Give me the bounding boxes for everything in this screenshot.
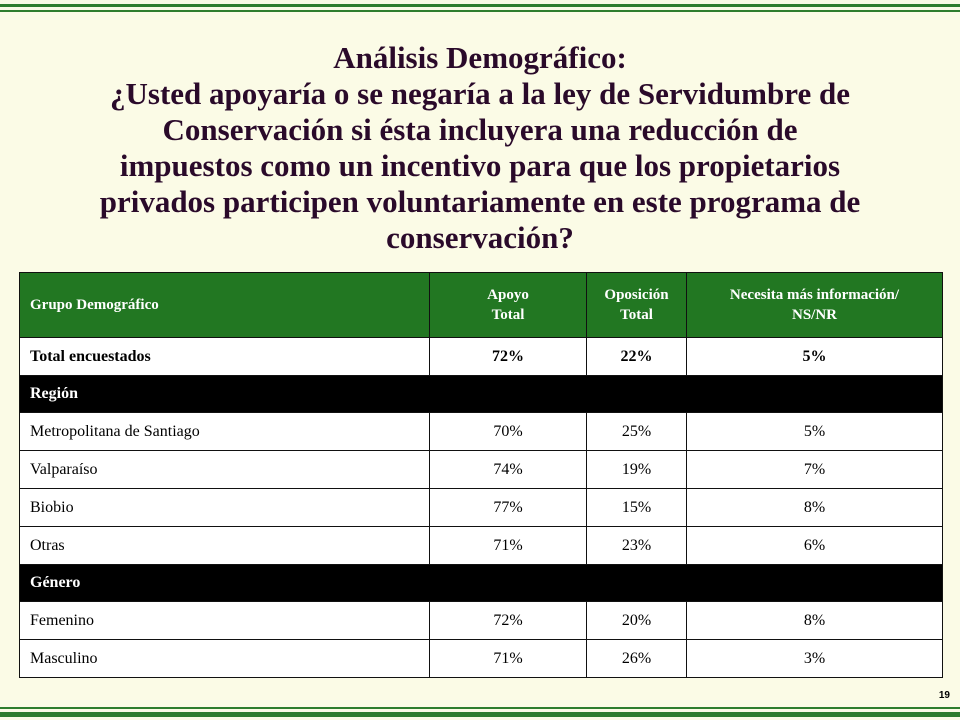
row-label: Total encuestados: [20, 338, 430, 376]
cell-info: 5%: [687, 413, 943, 451]
title-line-2: ¿Usted apoyaría o se negaría a la ley de Servidumbre de: [110, 76, 850, 111]
page-number: 19: [938, 690, 950, 701]
header-opposition-line2: Total: [620, 307, 653, 323]
table-row: [20, 527, 943, 565]
row-label: Masculino: [20, 640, 430, 678]
cell-opposition: 25%: [587, 413, 687, 451]
top-border-line-thick: [0, 4, 960, 7]
cell-opposition: 26%: [587, 640, 687, 678]
cell-info: 6%: [687, 527, 943, 565]
title-line-5: privados participen voluntariamente en este programa de: [99, 184, 861, 219]
table-row-total: [20, 338, 943, 376]
cell-support: 71%: [430, 640, 587, 678]
cell-support: 77%: [430, 489, 587, 527]
title-line-6: conservación?: [386, 220, 574, 255]
header-opposition: [587, 273, 687, 338]
table-row: [20, 602, 943, 640]
cell-info: 8%: [687, 489, 943, 527]
cell-info: 8%: [687, 602, 943, 640]
title-line-4: impuestos como un incentivo para que los propietarios: [119, 148, 841, 183]
title-line-1: Análisis Demográfico:: [333, 40, 627, 75]
header-support-line2: Total: [491, 307, 525, 323]
table-row: [20, 640, 943, 678]
header-info-line2: NS/NR: [791, 307, 837, 323]
top-border-line-thin: [0, 10, 960, 12]
cell-info: 7%: [687, 451, 943, 489]
section-row-region: [20, 376, 943, 413]
table-header-row: [20, 273, 943, 338]
cell-opposition: 20%: [587, 602, 687, 640]
row-label: Femenino: [20, 602, 430, 640]
cell-support: 72%: [430, 338, 587, 376]
bottom-border-line-thick: [0, 712, 960, 717]
title-line-3: Conservación si ésta incluyera una reducción de: [162, 112, 798, 147]
cell-opposition: 23%: [587, 527, 687, 565]
row-label: Otras: [20, 527, 430, 565]
cell-support: 71%: [430, 527, 587, 565]
header-opposition-line1: Oposición: [604, 287, 669, 303]
cell-support: 70%: [430, 413, 587, 451]
section-heading-gender: Género: [20, 565, 943, 602]
cell-opposition: 22%: [587, 338, 687, 376]
header-support: [430, 273, 587, 338]
row-label: Valparaíso: [20, 451, 430, 489]
table-row: [20, 451, 943, 489]
header-info: [687, 273, 943, 338]
cell-opposition: 15%: [587, 489, 687, 527]
cell-support: 74%: [430, 451, 587, 489]
cell-opposition: 19%: [587, 451, 687, 489]
cell-info: 5%: [687, 338, 943, 376]
section-row-gender: [20, 565, 943, 602]
header-support-line1: Apoyo: [487, 287, 529, 303]
demographic-table: [19, 272, 943, 678]
row-label: Metropolitana de Santiago: [20, 413, 430, 451]
header-group: Grupo Demográfico: [20, 273, 430, 338]
section-heading-region: Región: [20, 376, 943, 413]
table-row: [20, 489, 943, 527]
table-row: [20, 413, 943, 451]
cell-support: 72%: [430, 602, 587, 640]
header-info-line1: Necesita más información/: [729, 287, 900, 303]
bottom-border-line-thin: [0, 707, 960, 709]
row-label: Biobio: [20, 489, 430, 527]
slide-title: [20, 40, 940, 256]
cell-info: 3%: [687, 640, 943, 678]
